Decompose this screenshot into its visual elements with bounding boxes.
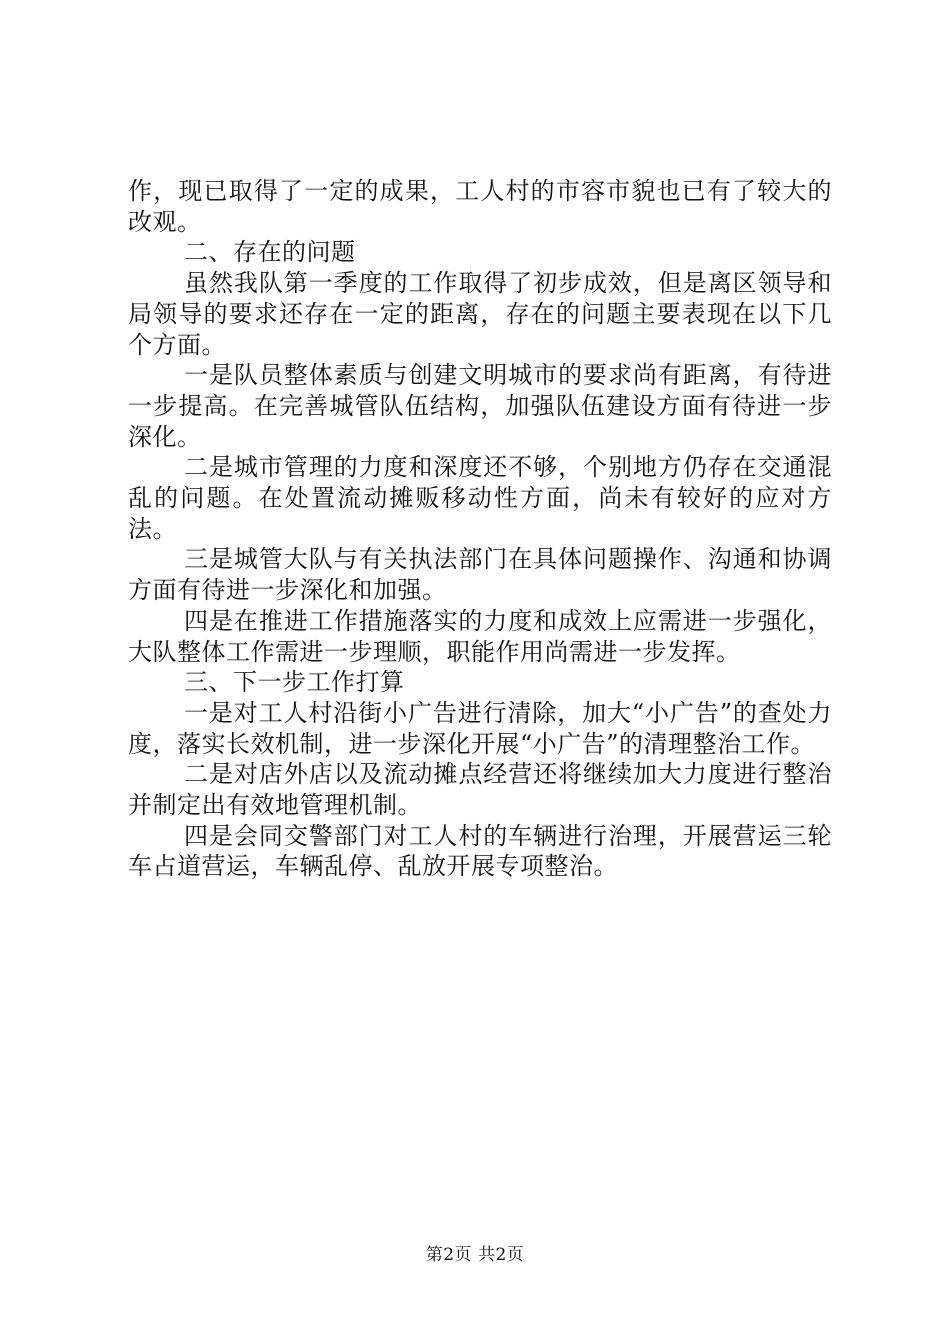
paragraph: 虽然我队第一季度的工作取得了初步成效，但是离区领导和局领导的要求还存在一定的距离，存在的问题主要表现在以下几个方面。 [128, 269, 832, 359]
paragraph: 四是在推进工作措施落实的力度和成效上应需进一步强化，大队整体工作需进一步理顺，职能作用尚需进一步发挥。 [128, 606, 832, 666]
paragraph: 四是会同交警部门对工人村的车辆进行治理，开展营运三轮车占道营运，车辆乱停、乱放开展专项整治。 [128, 821, 832, 881]
page-number-footer: 第2页 共2页 [425, 1245, 525, 1265]
paragraph: 一是队员整体素质与创建文明城市的要求尚有距离，有待进一步提高。在完善城管队伍结构，加强队伍建设方面有待进一步深化。 [128, 361, 832, 451]
paragraph: 作，现已取得了一定的成果，工人村的市容市貌也已有了较大的改观。 [128, 177, 832, 236]
document-body [128, 176, 832, 882]
paragraph: 一是对工人村沿街小广告进行清除，加大“小广告”的查处力度，落实长效机制，进一步深化开展“小广告”的清理整治工作。 [128, 698, 832, 758]
paragraph: 二是对店外店以及流动摊点经营还将继续加大力度进行整治并制定出有效地管理机制。 [128, 760, 832, 820]
section-heading-problems: 二、存在的问题 [184, 238, 356, 267]
paragraph: 二是城市管理的力度和深度还不够，个别地方仍存在交通混乱的问题。在处置流动摊贩移动性方面，尚未有较好的应对方法。 [128, 453, 832, 543]
paragraph: 三是城管大队与有关执法部门在具体问题操作、沟通和协调方面有待进一步深化和加强。 [128, 545, 832, 605]
section-heading-next-steps: 三、下一步工作打算 [184, 668, 405, 697]
